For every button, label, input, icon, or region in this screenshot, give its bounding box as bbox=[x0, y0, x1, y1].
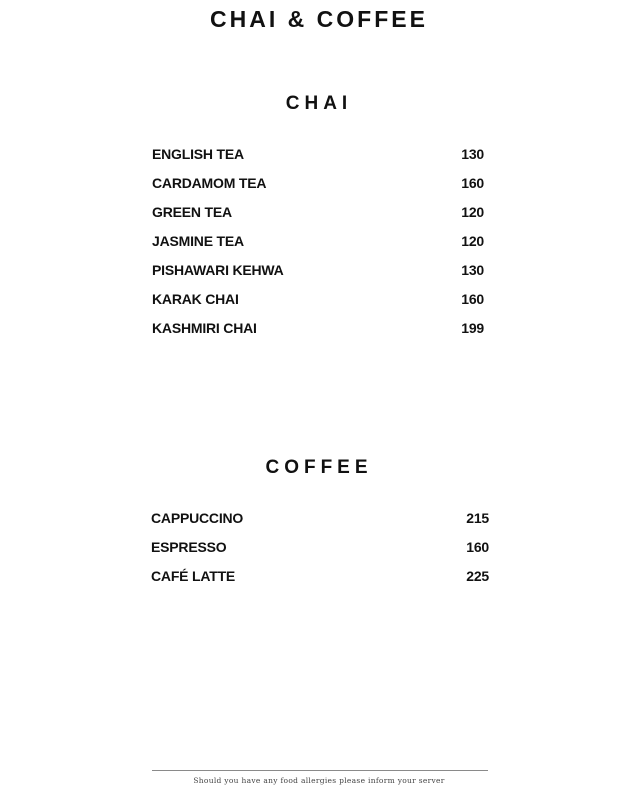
menu-item bbox=[152, 255, 484, 284]
menu-item-name: GREEN TEA bbox=[152, 203, 232, 220]
section-title-coffee: COFFEE bbox=[265, 457, 373, 478]
menu-item-name: CAFÉ LATTE bbox=[151, 567, 236, 584]
menu-item-name: JASMINE TEA bbox=[152, 232, 244, 249]
menu-item-price: 215 bbox=[466, 509, 489, 526]
section-title-chai: CHAI bbox=[285, 93, 353, 114]
menu-item-name: ENGLISH TEA bbox=[152, 145, 244, 162]
menu-item bbox=[152, 226, 484, 255]
menu-item-price: 130 bbox=[461, 145, 484, 162]
menu-item bbox=[152, 284, 484, 313]
menu-item-name: KARAK CHAI bbox=[152, 290, 239, 307]
coffee-menu-list bbox=[151, 503, 489, 590]
footer-divider bbox=[152, 770, 488, 771]
menu-item-price: 120 bbox=[461, 232, 484, 249]
menu-item bbox=[152, 313, 484, 342]
menu-item-price: 160 bbox=[461, 174, 484, 191]
page-title: CHAI & COFFEE bbox=[210, 6, 428, 32]
menu-item-name: CARDAMOM TEA bbox=[152, 174, 267, 191]
menu-item bbox=[152, 168, 484, 197]
menu-item bbox=[151, 561, 489, 590]
menu-item-price: 130 bbox=[461, 261, 484, 278]
menu-item-name: ESPRESSO bbox=[151, 538, 227, 555]
menu-item bbox=[152, 139, 484, 168]
menu-item bbox=[151, 532, 489, 561]
menu-item-price: 160 bbox=[461, 290, 484, 307]
menu-item-price: 225 bbox=[466, 567, 489, 584]
chai-menu-list bbox=[152, 139, 484, 342]
menu-item-name: KASHMIRI CHAI bbox=[152, 319, 257, 336]
menu-item-name: CAPPUCCINO bbox=[151, 509, 244, 526]
menu-item-name: PISHAWARI KEHWA bbox=[152, 261, 284, 278]
menu-item bbox=[152, 197, 484, 226]
allergy-note: Should you have any food allergies please inform your server bbox=[193, 776, 445, 785]
menu-item-price: 199 bbox=[461, 319, 484, 336]
menu-item bbox=[151, 503, 489, 532]
menu-item-price: 160 bbox=[466, 538, 489, 555]
menu-item-price: 120 bbox=[461, 203, 484, 220]
